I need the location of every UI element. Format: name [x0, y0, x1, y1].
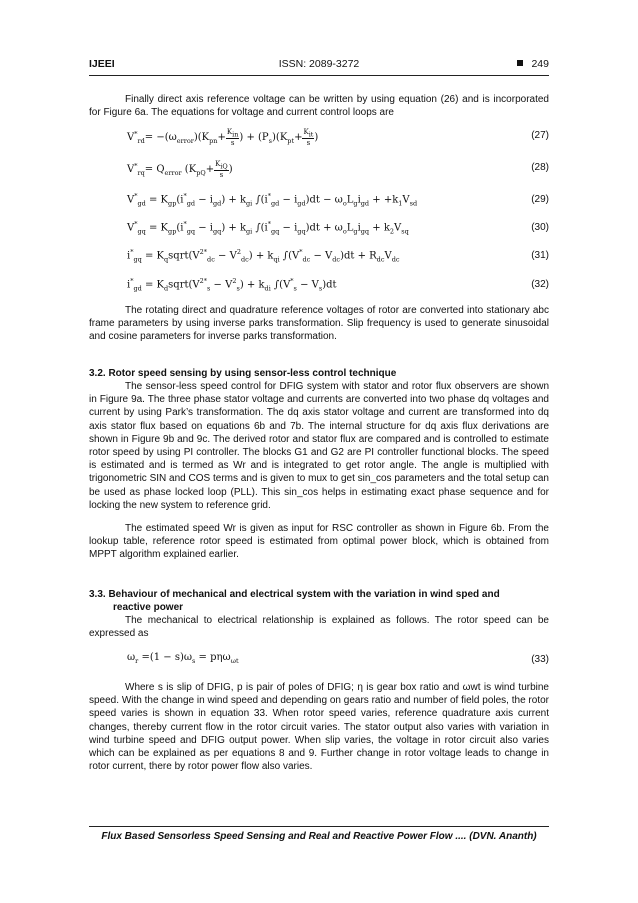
section-3-3-heading-line1: 3.3. Behaviour of mechanical and electrical system with the variation in wind sped and — [89, 589, 500, 600]
square-bullet-icon — [517, 60, 523, 66]
equation-31-number: (31) — [531, 250, 549, 261]
equation-31-expression: $i^*_{gq}$ = $K_qsqrt(V^{2*}_{dc} - V^2_{dc}) + k_{qi}$ $\int(V^*_{dc} - V_{dc})dt + R_{dc}V_{dc}$ — [127, 248, 400, 264]
equation-33-expression: $\omega_r =(1 - s)\omega_s = p\eta\omega_{\omega t}$ — [127, 652, 239, 665]
equation-30-number: (30) — [531, 222, 549, 233]
intro-paragraph: Finally direct axis reference voltage can be written by using equation (26) and is incorporated for Figure 6a. The equations for voltage and current control loops are — [89, 94, 549, 119]
page-number — [517, 58, 549, 70]
equation-30-expression: $V^*_{gq} = K_{gp}(i^*_{gq} - i_{gq}) + k_{gi}$ $\int(i^*_{gq} - i_{gq})dt + \omega_oL_gi_{gq} + k_2V_{sq}$ — [127, 220, 409, 236]
equation-28-number: (28) — [531, 162, 549, 173]
equation-31 — [127, 248, 549, 268]
intro-paragraph-block — [89, 93, 549, 119]
equation-27-number: (27) — [531, 130, 549, 141]
page-number-value: 249 — [531, 58, 549, 70]
equation-30 — [127, 220, 549, 240]
equation-33 — [127, 652, 549, 672]
section-3-2-heading: 3.2. Rotor speed sensing by using sensor-less control technique — [89, 368, 397, 379]
section-3-3-intro-block — [89, 614, 549, 640]
section-3-2-body — [89, 380, 549, 562]
issn-label: ISSN: 2089-3272 — [278, 58, 360, 70]
equation-28 — [127, 160, 549, 180]
equation-29 — [127, 192, 549, 212]
header-rule — [89, 75, 549, 76]
equation-32 — [127, 277, 549, 297]
rotating-paragraph: The rotating direct and quadrature reference voltages of rotor are converted into stationary abc frame parameters by using inverse parks transformation. Slip frequency is used to generate sinusoidal and cosine parameters for inverse parks transformation. — [89, 305, 549, 343]
page-footer: Flux Based Sensorless Speed Sensing and Real and Reactive Power Flow .... (DVN. Ananth) — [101, 831, 537, 842]
equation-29-expression: $V^*_{gd} = K_{gp}(i^*_{gd} - i_{gd}) + k_{gi}$ $\int(i^*_{gd} - i_{gd})dt - \omega_oL_gi_{gd} + +k_1V_{sd}$ — [127, 192, 418, 208]
equation-32-number: (32) — [531, 279, 549, 290]
section-3-3-heading — [89, 588, 549, 614]
footer-rule — [89, 826, 549, 827]
equation-27 — [127, 128, 549, 148]
journal-name: IJEEI — [89, 58, 115, 70]
equation-32-expression: $i^*_{gd}$ = $K_dsqrt(V^{2*}_s - V^2_s) + k_{di}$ $\int(V^*_s - V_s)dt$ — [127, 277, 337, 293]
equation-33-number: (33) — [531, 654, 549, 665]
page-header — [89, 58, 549, 72]
section-3-3-heading-line2: reactive power — [113, 602, 184, 614]
rotating-paragraph-block — [89, 304, 549, 344]
section-3-3-paragraph-2: Where s is slip of DFIG, p is pair of poles of DFIG; η is gear box ratio and ωwt is wind turbine speed. With the change in wind speed and depending on gears ratio and number of field poles, the rotor speed varies is shown in equation 33. When rotor speed varies, reference quadrature axis current changes, thereby current flow in the rotor circuit varies. The stator output also varies with variation in wind turbine speed and DFIG output power. When slip varies, the voltage in rotor circuit also varies which can be explained as per equations 8 and 9. Further change in rotor voltage leads to change in rotor current, there by rotor power flow also varies. — [89, 682, 549, 773]
section-3-3-paragraph-1: The mechanical to electrical relationship is explained as follows. The rotor speed can be expressed as — [89, 615, 549, 640]
equation-28-expression: $V^*_{rq}= Q_{error}$ ($K_{pQ}+$ $\frac{K_{iQ}}{s}$ ) — [127, 160, 233, 180]
equation-29-number: (29) — [531, 194, 549, 205]
section-3-3-body — [89, 681, 549, 773]
equation-27-expression: $V^*_{rd}= -(\omega_{error})(K_{pn}+$ $\frac{K_{in}}{s}$ ) + $(P_s)(K_{pt}+$ $\frac{K_{it}}{s}$ ) — [127, 128, 319, 148]
section-3-2-paragraph-2: The estimated speed Wr is given as input for RSC controller as shown in Figure 6b. From the lookup table, reference rotor speed is estimated from optimal power block, which is obtained from MPPT algorithm explained earlier. — [89, 523, 549, 561]
section-3-2-paragraph-1: The sensor-less speed control for DFIG system with stator and rotor flux observers are shown in Figure 9a. The three phase stator voltage and currents are converted into two phase dq voltages and current by using Park’s transformation. The dq axis stator voltage and current are transformed into dq axis stator flux based on equations 6b and 7b. The internal structure for dq axis flux derivations are shown in Figure 9b and 9c. The derived rotor and stator flux are compared and is controlled to estimate rotor speed by using PI controller. The blocks G1 and G2 are PI controller functional blocks. The speed is estimated and is termed as Wr and is integrated to get rotor angle. The angle is multiplied with trigonometric SIN and COS terms and is given to mux to get sin_cos parameters and the total setup can be used as phase locked loop (PLL). This sin_cos helps in estimating exact phase sequence and for locking the new system to reference grid. — [89, 381, 549, 511]
